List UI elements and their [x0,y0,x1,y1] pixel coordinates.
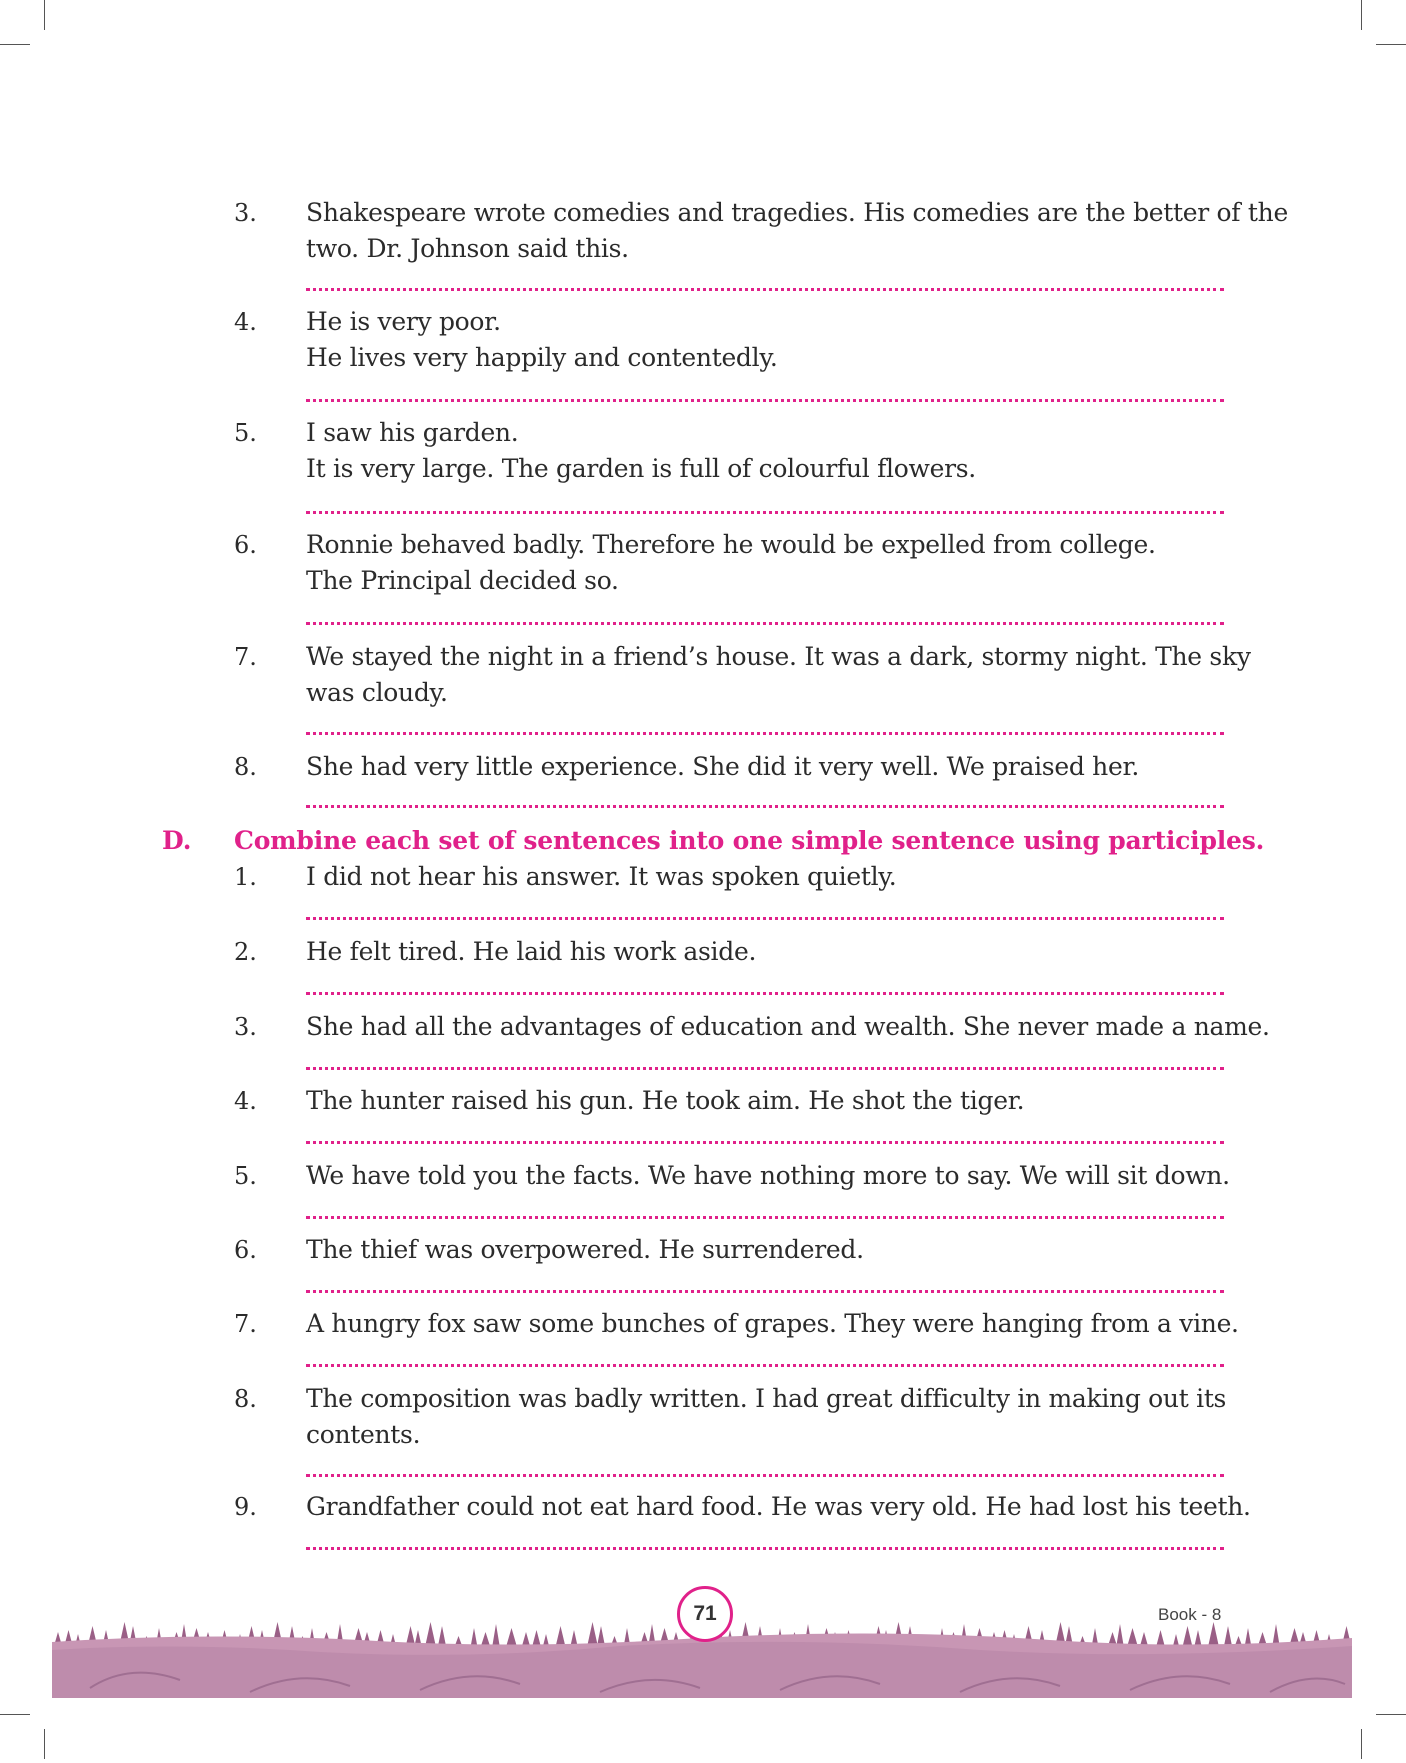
item-number: 3. [234,1013,257,1041]
item-line: It is very large. The garden is full of colourful flowers. [306,454,976,483]
item-line: I did not hear his answer. It was spoken quietly. [306,862,897,891]
page-number-badge [677,1586,733,1642]
crop-mark [1361,0,1362,30]
tree-icon [1140,1632,1148,1646]
answer-line[interactable] [306,917,1224,920]
item-line: was cloudy. [306,678,448,707]
item-line: Shakespeare wrote comedies and tragedies. His comedies are the better of the [306,198,1288,227]
tree-icon [506,1628,517,1647]
item-number: 1. [234,863,257,891]
item-text [306,527,1244,599]
item-line: She had very little experience. She did it very well. We praised her. [306,752,1140,781]
answer-line[interactable] [306,399,1224,402]
item-line: Grandfather could not eat hard food. He was very old. He had lost his teeth. [306,1492,1251,1521]
answer-line[interactable] [306,1547,1224,1550]
answer-line[interactable] [306,992,1224,995]
item-number: 6. [234,1236,257,1264]
item-number: 9. [234,1493,257,1521]
item-text [306,1381,1244,1453]
item-line: We have told you the facts. We have nothing more to say. We will sit down. [306,1161,1230,1190]
crop-mark [44,0,45,30]
item-text [306,1232,1244,1268]
crop-mark [0,44,30,45]
item-text [306,1158,1244,1194]
item-line: She had all the advantages of education and wealth. She never made a name. [306,1012,1270,1041]
answer-line[interactable] [306,511,1224,514]
answer-line[interactable] [306,1141,1224,1144]
answer-line[interactable] [306,805,1224,808]
item-line: He is very poor. [306,307,501,336]
item-number: 4. [234,308,257,336]
item-number: 7. [234,1310,257,1338]
answer-line[interactable] [306,1067,1224,1070]
item-line: Ronnie behaved badly. Therefore he would be expelled from college. [306,530,1156,559]
answer-line[interactable] [306,1216,1224,1219]
tree-icon [438,1626,446,1646]
item-number: 5. [234,1162,257,1190]
item-text [306,934,1244,970]
section-letter: D. [162,826,192,855]
item-line: The Principal decided so. [306,566,619,595]
item-line: We stayed the night in a friend’s house. It was a dark, stormy night. The sky [306,642,1251,671]
page-number: 71 [693,1602,717,1625]
item-text [306,1083,1244,1119]
answer-line[interactable] [306,622,1224,625]
tree-icon [1224,1626,1232,1646]
item-text [306,1489,1251,1525]
item-text [306,859,1244,895]
answer-line[interactable] [306,1364,1224,1367]
item-number: 8. [234,753,257,781]
item-line: two. Dr. Johnson said this. [306,234,629,263]
answer-line[interactable] [306,1290,1224,1293]
item-line: The hunter raised his gun. He took aim. He shot the tiger. [306,1086,1025,1115]
item-text [306,415,1244,487]
item-number: 2. [234,938,257,966]
item-number: 3. [234,199,257,227]
item-text [306,304,1244,376]
answer-line[interactable] [306,1474,1224,1477]
item-text [306,1306,1244,1342]
item-number: 5. [234,419,257,447]
item-line: The thief was overpowered. He surrendered. [306,1235,864,1264]
item-number: 6. [234,531,257,559]
item-text [306,639,1251,711]
crop-mark [1376,44,1406,45]
answer-line[interactable] [306,288,1224,291]
item-text [306,749,1244,785]
tree-icon [1208,1622,1219,1647]
tree-icon [492,1624,500,1648]
item-number: 8. [234,1385,257,1413]
answer-line[interactable] [306,732,1224,735]
item-line: A hungry fox saw some bunches of grapes. They were hanging from a vine. [306,1309,1239,1338]
item-text [306,1009,1270,1045]
item-number: 7. [234,643,257,671]
item-line: The composition was badly written. I had great difficulty in making out its [306,1384,1227,1413]
book-label: Book - 8 [1158,1605,1222,1624]
item-text [306,195,1288,267]
item-line: contents. [306,1420,421,1449]
item-number: 4. [234,1087,257,1115]
item-line: He lives very happily and contentedly. [306,343,778,372]
item-line: I saw his garden. [306,418,519,447]
section-instruction: Combine each set of sentences into one simple sentence using participles. [234,826,1265,855]
item-line: He felt tired. He laid his work aside. [306,937,757,966]
tree-icon [522,1632,530,1646]
